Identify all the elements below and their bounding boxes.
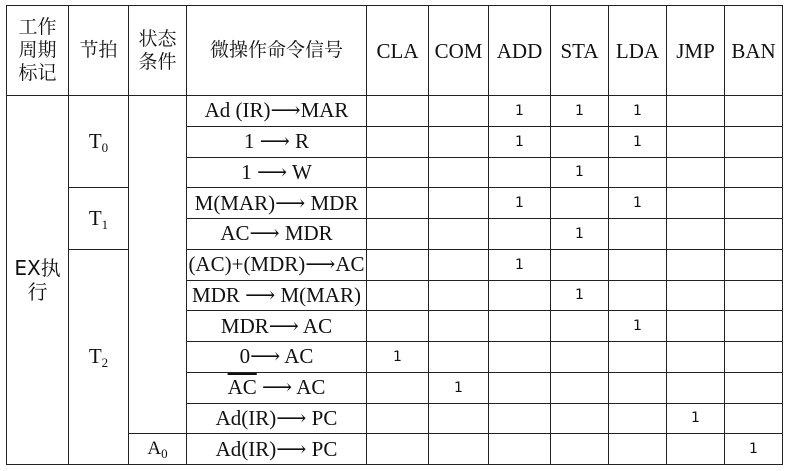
mark-cell [609, 249, 667, 280]
mark-cell [667, 96, 725, 127]
mark-cell [551, 249, 609, 280]
header-beat: 节拍 [69, 6, 129, 96]
mark-cell [667, 434, 725, 465]
table-row [7, 96, 783, 127]
mark-cell [429, 403, 489, 434]
mark-cell [725, 126, 783, 157]
mark-cell [609, 372, 667, 403]
mark-cell [725, 372, 783, 403]
mark-cell: 1 [367, 342, 429, 373]
mark-cell: 1 [489, 96, 551, 127]
mark-cell [551, 311, 609, 342]
mark-cell [667, 372, 725, 403]
mark-cell [725, 96, 783, 127]
mark-cell [609, 434, 667, 465]
micro-op-cell: AC⟶ MDR [187, 219, 367, 250]
mark-cell [551, 372, 609, 403]
condition-a0-subscript: 0 [161, 446, 168, 462]
mark-cell [609, 280, 667, 311]
mark-cell [367, 219, 429, 250]
mark-cell [667, 188, 725, 219]
header-sta: STA [551, 6, 609, 96]
header-lda: LDA [609, 6, 667, 96]
phase-cell: EX执行 [7, 96, 69, 465]
header-row [7, 6, 783, 96]
mark-cell [725, 249, 783, 280]
mark-cell [489, 280, 551, 311]
header-add: ADD [489, 6, 551, 96]
mark-cell: 1 [551, 96, 609, 127]
mark-cell [609, 403, 667, 434]
mark-cell [725, 157, 783, 188]
mark-cell [609, 219, 667, 250]
beat-t2-subscript: 2 [101, 355, 109, 371]
micro-op-cell: 0⟶ AC [187, 342, 367, 373]
mark-cell [551, 126, 609, 157]
mark-cell [551, 188, 609, 219]
micro-op-cell: MDR ⟶ M(MAR) [187, 280, 367, 311]
mark-cell [367, 311, 429, 342]
header-signal: 微操作命令信号 [187, 6, 367, 96]
beat-t0-main: T [88, 129, 102, 154]
mark-cell: 1 [609, 188, 667, 219]
beat-t1 [69, 188, 129, 250]
table-row [7, 188, 783, 219]
mark-cell [725, 311, 783, 342]
mark-cell [429, 311, 489, 342]
mark-cell [429, 219, 489, 250]
mark-cell [725, 219, 783, 250]
mark-cell [489, 157, 551, 188]
mark-cell [551, 403, 609, 434]
table-row [7, 249, 783, 280]
mark-cell: 1 [609, 311, 667, 342]
mark-cell: 1 [551, 219, 609, 250]
micro-op-cell: Ad (IR)⟶MAR [187, 96, 367, 127]
micro-op-negated-ac: $\overline{AC}$ [227, 375, 257, 400]
beat-t0 [69, 96, 129, 188]
mark-cell: 1 [725, 434, 783, 465]
mark-cell [429, 342, 489, 373]
mark-cell [609, 157, 667, 188]
mark-cell [429, 157, 489, 188]
mark-cell [551, 342, 609, 373]
mark-cell: 1 [551, 157, 609, 188]
mark-cell [667, 219, 725, 250]
mark-cell [429, 96, 489, 127]
header-ban: BAN [725, 6, 783, 96]
mark-cell: 1 [489, 126, 551, 157]
beat-t0-subscript: 0 [101, 140, 109, 156]
mark-cell [667, 157, 725, 188]
beat-t1-main: T [88, 206, 102, 230]
beat-t2 [69, 249, 129, 464]
mark-cell [367, 126, 429, 157]
micro-op-cell: 1 ⟶ R [187, 126, 367, 157]
mark-cell: 1 [429, 372, 489, 403]
mark-cell [725, 403, 783, 434]
mark-cell [367, 249, 429, 280]
micro-op-cell: 1 ⟶ W [187, 157, 367, 188]
mark-cell [609, 342, 667, 373]
mark-cell [667, 249, 725, 280]
mark-cell [367, 157, 429, 188]
mark-cell [725, 342, 783, 373]
beat-t1-subscript: 1 [101, 217, 109, 232]
header-cla: CLA [367, 6, 429, 96]
mark-cell [429, 126, 489, 157]
mark-cell [429, 280, 489, 311]
micro-op-cell: MDR⟶ AC [187, 311, 367, 342]
mark-cell [429, 434, 489, 465]
header-phase: 工作周期标记 [7, 6, 69, 96]
condition-a0 [129, 434, 187, 465]
mark-cell [367, 188, 429, 219]
mark-cell [725, 280, 783, 311]
mark-cell [725, 188, 783, 219]
mark-cell [667, 311, 725, 342]
mark-cell [367, 96, 429, 127]
micro-op-cell: M(MAR)⟶ MDR [187, 188, 367, 219]
mark-cell: 1 [489, 249, 551, 280]
mark-cell [367, 372, 429, 403]
micro-op-cell [187, 372, 367, 403]
condition-empty-cell [129, 96, 187, 434]
micro-op-cell: Ad(IR)⟶ PC [187, 434, 367, 465]
mark-cell [429, 188, 489, 219]
micro-op-cell: (AC)+(MDR)⟶AC [187, 249, 367, 280]
condition-a0-main: A [147, 438, 162, 460]
header-com: COM [429, 6, 489, 96]
mark-cell [367, 434, 429, 465]
mark-cell [489, 219, 551, 250]
mark-cell [667, 280, 725, 311]
mark-cell [489, 311, 551, 342]
mark-cell [667, 126, 725, 157]
beat-t2-main: T [88, 344, 102, 369]
micro-op-cell: Ad(IR)⟶ PC [187, 403, 367, 434]
mark-cell [489, 403, 551, 434]
micro-operation-table [6, 5, 783, 465]
mark-cell [489, 434, 551, 465]
mark-cell: 1 [609, 96, 667, 127]
mark-cell: 1 [489, 188, 551, 219]
mark-cell [489, 372, 551, 403]
mark-cell [367, 280, 429, 311]
mark-cell: 1 [667, 403, 725, 434]
mark-cell: 1 [609, 126, 667, 157]
header-jmp: JMP [667, 6, 725, 96]
header-condition: 状态条件 [129, 6, 187, 96]
micro-op-tail: ⟶ AC [256, 375, 326, 400]
mark-cell [667, 342, 725, 373]
mark-cell [489, 342, 551, 373]
mark-cell [551, 434, 609, 465]
mark-cell: 1 [551, 280, 609, 311]
mark-cell [367, 403, 429, 434]
mark-cell [429, 249, 489, 280]
